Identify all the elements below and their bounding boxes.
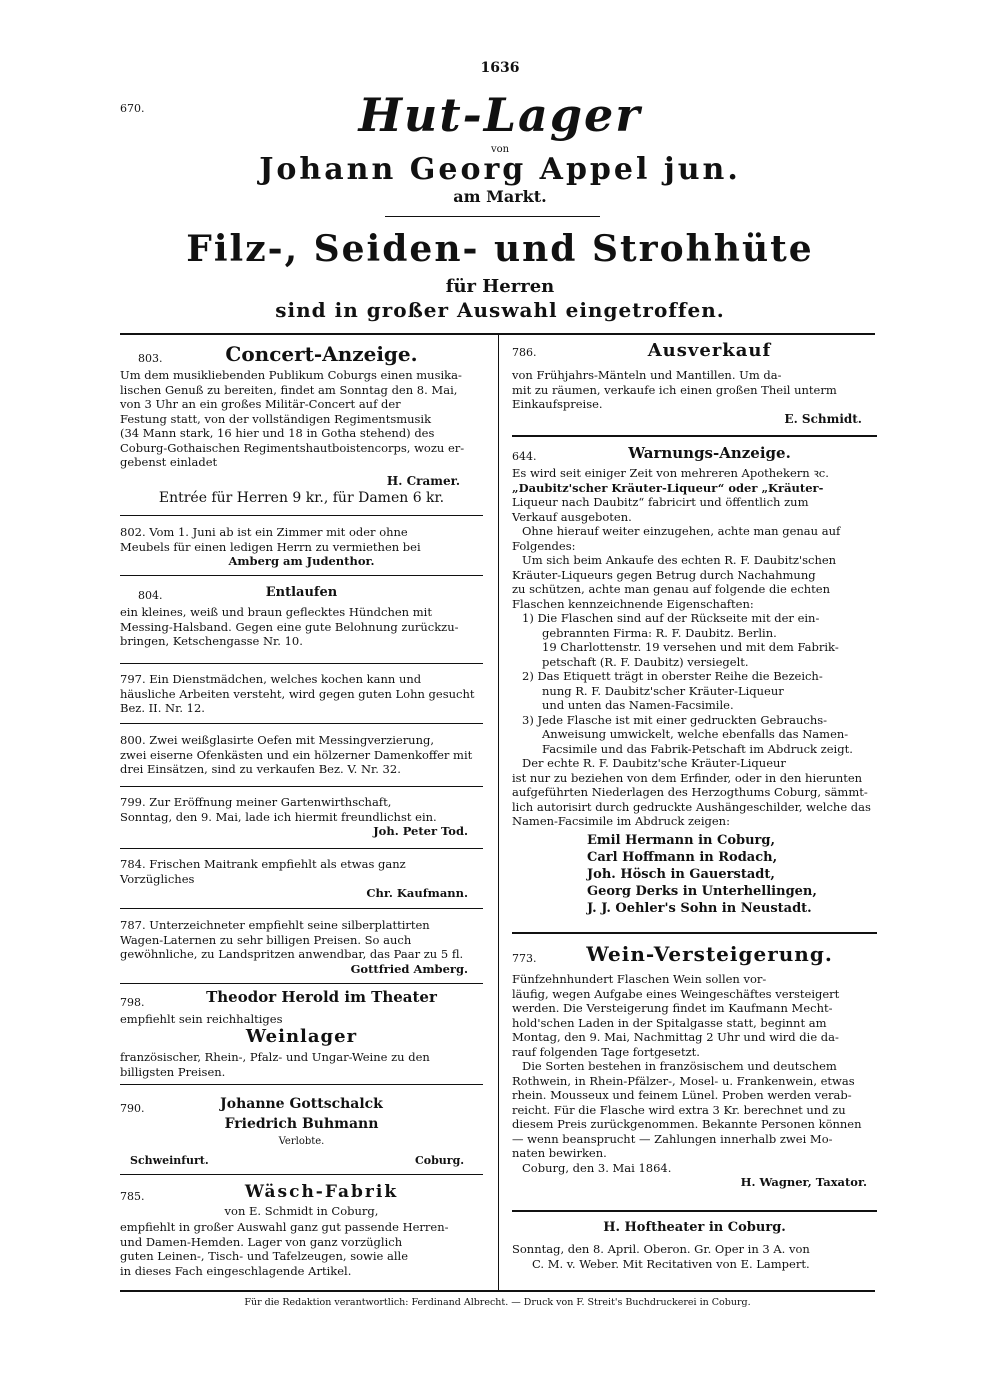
text-line: 1) Die Flaschen sind auf der Rückseite mit der ein- xyxy=(522,611,820,625)
ad-title: Ausverkauf xyxy=(647,340,772,361)
text-line: lischen Genuß zu bereiten, findet am Sonntag den 8. Mai, xyxy=(120,382,458,397)
text-line: mit zu räumen, verkaufe ich einen großen Theil unterm xyxy=(512,382,837,397)
depot-item: Emil Hermann in Coburg, xyxy=(587,833,776,848)
depot-item: Carl Hoffmann in Rodach, xyxy=(587,850,778,865)
ad-body xyxy=(120,1220,483,1278)
ad-body xyxy=(120,368,483,470)
text-line: nung R. F. Daubitz'scher Kräuter-Liqueur xyxy=(542,683,784,698)
text-line: Meubels für einen ledigen Herrn zu vermiethen bei xyxy=(120,539,421,554)
text-line: diesem Preis zurückgenommen. Bekannte Personen können xyxy=(512,1117,862,1131)
text-line: Bez. II. Nr. 12. xyxy=(120,701,205,715)
text-line: 3) Jede Flasche ist mit einer gedruckten Gebrauchs- xyxy=(522,712,828,727)
separator xyxy=(120,848,483,849)
ad-number: 670. xyxy=(120,102,145,115)
text-line: Sonntag, den 8. April. Oberon. Gr. Oper in 3 A. von xyxy=(512,1242,810,1256)
ad-body xyxy=(120,605,483,649)
text-line: französischer, Rhein-, Pfalz- und Ungar-Weine zu den xyxy=(120,1050,430,1064)
text-line: und Damen-Hemden. Lager von ganz vorzüglich xyxy=(120,1234,403,1249)
signature: Chr. Kaufmann. xyxy=(366,886,468,900)
text-line: rhein. Mousseux und feinem Lünel. Proben werden verab- xyxy=(512,1088,852,1102)
place-right: Coburg. xyxy=(415,1154,465,1167)
ad-body xyxy=(512,466,877,829)
header-divider xyxy=(385,216,600,217)
text-line: empfiehlt in großer Auswahl ganz gut passende Herren- xyxy=(120,1220,449,1234)
ad-body xyxy=(512,368,877,412)
separator xyxy=(120,908,483,909)
separator xyxy=(120,515,483,516)
text-line: rauf folgenden Tage fortgesetzt. xyxy=(512,1044,700,1059)
ad-number: 644. xyxy=(512,450,537,463)
date-line: Coburg, den 3. Mai 1864. xyxy=(522,1160,672,1175)
text-line: 800. Zwei weißglasirte Oefen mit Messingverzierung, xyxy=(120,733,435,747)
text-line: gebrannten Firma: R. F. Daubitz. Berlin. xyxy=(542,625,777,640)
ad-title: Entlaufen xyxy=(265,585,338,600)
depot-list xyxy=(587,832,877,917)
text-line: in dieses Fach eingeschlagende Artikel. xyxy=(120,1263,352,1278)
separator xyxy=(120,1174,483,1175)
ad-number: 785. xyxy=(120,1190,145,1203)
text-line: Der echte R. F. Daubitz'sche Kräuter-Liqueur xyxy=(522,756,786,770)
text-line: läufig, wegen Aufgabe eines Weingeschäftes versteigert xyxy=(512,986,840,1001)
signature: H. Cramer. xyxy=(386,474,460,488)
ad-intro: empfiehlt sein reichhaltiges xyxy=(120,1012,283,1026)
store-location: am Markt. xyxy=(453,187,547,206)
ad-title: Wein-Versteigerung. xyxy=(586,942,833,966)
separator xyxy=(120,786,483,787)
text-line: von 3 Uhr an ein großes Militär-Concert auf der xyxy=(120,397,401,411)
ad-body xyxy=(512,972,877,1190)
text-line: 799. Zur Eröffnung meiner Gartenwirthschaft, xyxy=(120,795,392,809)
von-label: von xyxy=(490,144,510,155)
text-line: „Daubitz'scher Kräuter-Liqueur“ oder „Kräuter- xyxy=(512,480,824,495)
text-line: Es wird seit einiger Zeit von mehreren Apothekern ꝛc. xyxy=(512,466,829,480)
text-line: 797. Ein Dienstmädchen, welches kochen kann und xyxy=(120,672,422,686)
text-line: Namen-Facsimile im Abdruck zeigen: xyxy=(512,814,730,828)
text-line: bringen, Ketschengasse Nr. 10. xyxy=(120,634,303,648)
text-line: Wagen-Laternen zu sehr billigen Preisen. So auch xyxy=(120,932,412,947)
ad-797 xyxy=(120,672,483,716)
products-heading: Filz-, Seiden- und Strohhüte xyxy=(186,228,814,270)
text-line: ein kleines, weiß und braun geflecktes Hündchen mit xyxy=(120,605,432,619)
text-line: drei Einsätzen, sind zu verkaufen Bez. V. Nr. 32. xyxy=(120,762,401,776)
ad-title: Theodor Herold im Theater xyxy=(206,988,437,1006)
signature: Joh. Peter Tod. xyxy=(373,824,468,838)
ad-787 xyxy=(120,918,483,976)
place-left: Schweinfurt. xyxy=(130,1154,209,1167)
column-divider xyxy=(498,335,499,1290)
text-line: Um dem musikliebenden Publikum Coburgs einen musika- xyxy=(120,368,462,382)
text-line: von Frühjahrs-Mänteln und Mantillen. Um da- xyxy=(512,368,782,382)
ad-784 xyxy=(120,857,483,901)
ad-number: 804. xyxy=(138,589,163,602)
signature: H. Wagner, Taxator. xyxy=(740,1175,867,1189)
text-line: guten Leinen-, Tisch- und Tafelzeugen, sowie alle xyxy=(120,1249,409,1263)
text-line: Montag, den 9. Mai, Nachmittag 2 Uhr und wird die da- xyxy=(512,1030,839,1044)
text-line: Messing-Halsband. Gegen eine gute Belohnung zurückzu- xyxy=(120,619,459,634)
text-line: Sonntag, den 9. Mai, lade ich hiermit freundlichst ein. xyxy=(120,809,437,824)
text-line: Liqueur nach Daubitz“ fabricirt und öffentlich zum xyxy=(512,495,809,509)
text-line: 784. Frischen Maitrank empfiehlt als etwas ganz xyxy=(120,857,406,871)
text-line: Folgendes: xyxy=(512,538,576,553)
ad-802 xyxy=(120,525,483,569)
separator xyxy=(120,983,483,984)
ad-body xyxy=(120,1050,483,1079)
separator xyxy=(512,932,877,934)
text-line: Die Sorten bestehen in französischem und deutschem xyxy=(522,1059,837,1073)
text-line: (34 Mann stark, 16 hier und 18 in Gotha stehend) des xyxy=(120,426,435,440)
ad-title: H. Hoftheater in Coburg. xyxy=(603,1220,786,1235)
text-line: 802. Vom 1. Juni ab ist ein Zimmer mit oder ohne xyxy=(120,525,408,539)
text-line: 2) Das Etiquett trägt in oberster Reihe die Bezeich- xyxy=(522,669,823,683)
engaged-note: Verlobte. xyxy=(278,1136,325,1147)
text-line: gewöhnliche, zu Landspritzen anwendbar, das Paar zu 5 fl. xyxy=(120,947,464,961)
text-line: petschaft (R. F. Daubitz) versiegelt. xyxy=(542,654,749,669)
imprint: Für die Redaktion verantwortlich: Ferdinand Albrecht. — Druck von F. Streit's Buchdruckerei in Coburg. xyxy=(244,1297,751,1308)
ad-number: 773. xyxy=(512,952,537,965)
ad-number: 790. xyxy=(120,1102,145,1115)
separator xyxy=(512,1210,877,1212)
text-line: Anweisung umwickelt, welche ebenfalls das Namen- xyxy=(542,727,849,741)
separator xyxy=(512,435,877,437)
text-line: lich autorisirt durch gedruckte Aushängeschilder, welche das xyxy=(512,799,871,814)
text-line: Ohne hierauf weiter einzugehen, achte man genau auf xyxy=(522,524,841,538)
text-line: billigsten Preisen. xyxy=(120,1064,226,1079)
text-line: und unten das Namen-Facsimile. xyxy=(542,698,734,712)
ad-number: 786. xyxy=(512,346,537,359)
ad-title: Wäsch-Fabrik xyxy=(244,1182,399,1202)
signature: Gottfried Amberg. xyxy=(350,961,468,976)
text-line: Coburg-Gothaischen Regimentshautboistencorps, wozu er- xyxy=(120,440,465,455)
text-line: werden. Die Versteigerung findet im Kaufmann Mecht- xyxy=(512,1001,833,1015)
text-line: naten bewirken. xyxy=(512,1146,607,1160)
text-line: Vorzügliches xyxy=(120,871,195,886)
ad-number: 798. xyxy=(120,996,145,1009)
text-line: Flaschen kennzeichnende Eigenschaften: xyxy=(512,596,754,611)
ad-800 xyxy=(120,733,483,777)
ad-title: Warnungs-Anzeige. xyxy=(628,444,791,462)
text-line: C. M. v. Weber. Mit Recitativen von E. Lampert. xyxy=(532,1256,810,1271)
text-line: zwei eiserne Ofenkästen und ein hölzerner Damenkoffer mit xyxy=(120,747,473,762)
text-line: gebenst einladet xyxy=(120,455,218,469)
text-line: 787. Unterzeichneter empfiehlt seine silberplattirten xyxy=(120,918,430,932)
depot-item: Joh. Hösch in Gauerstadt, xyxy=(587,867,775,882)
hat-store-title: Hut-Lager xyxy=(358,88,642,142)
text-line: — wenn beansprucht — Zahlungen innerhalb zwei Mo- xyxy=(512,1131,833,1146)
bottom-rule xyxy=(120,1290,875,1292)
ad-subtitle: von E. Schmidt in Coburg, xyxy=(224,1204,379,1218)
text-line: reicht. Für die Flasche wird extra 3 Kr. berechnet und zu xyxy=(512,1102,846,1117)
price-line: Entrée für Herren 9 kr., für Damen 6 kr. xyxy=(158,490,445,506)
text-line: Einkaufspreise. xyxy=(512,397,603,411)
separator xyxy=(120,723,483,724)
ad-number: 803. xyxy=(138,352,163,365)
text-line: Festung statt, von der vollständigen Regimentsmusik xyxy=(120,411,432,426)
separator xyxy=(120,663,483,664)
text-line: hold'schen Laden in der Spitalgasse statt, beginnt am xyxy=(512,1015,827,1030)
text-line: Facsimile und das Fabrik-Petschaft im Abdruck zeigt. xyxy=(542,741,853,756)
ad-title: Concert-Anzeige. xyxy=(225,342,418,366)
text-line: Kräuter-Liqueurs gegen Betrug durch Nachahmung xyxy=(512,567,816,582)
separator xyxy=(120,1084,483,1085)
text-line: zu schützen, achte man genau auf folgende die echten xyxy=(512,582,830,596)
text-line: Verkauf ausgeboten. xyxy=(512,509,632,524)
bride-name: Johanne Gottschalck xyxy=(220,1096,383,1112)
text-line: Um sich beim Ankaufe des echten R. F. Daubitz'schen xyxy=(522,553,837,567)
text-line: Rothwein, in Rhein-Pfälzer-, Mosel- u. Frankenwein, etwas xyxy=(512,1073,855,1088)
products-note: sind in großer Auswahl eingetroffen. xyxy=(275,298,725,322)
text-line: 19 Charlottenstr. 19 versehen und mit dem Fabrik- xyxy=(542,640,839,654)
depot-item: J. J. Oehler's Sohn in Neustadt. xyxy=(587,901,812,916)
ad-body xyxy=(512,1242,877,1271)
page-number: 1636 xyxy=(480,60,520,76)
text-line: aufgeführten Niederlagen des Herzogthums Coburg, sämmt- xyxy=(512,785,868,799)
ad-799 xyxy=(120,795,483,839)
text-line: ist nur zu beziehen von dem Erfinder, oder in den hierunten xyxy=(512,770,863,785)
signature: E. Schmidt. xyxy=(784,412,862,426)
owner-name: Johann Georg Appel jun. xyxy=(259,152,741,187)
groom-name: Friedrich Buhmann xyxy=(224,1116,379,1132)
products-for: für Herren xyxy=(445,276,555,297)
ad-highlight: Weinlager xyxy=(245,1026,358,1047)
separator xyxy=(120,575,483,576)
depot-item: Georg Derks in Unterhellingen, xyxy=(587,884,817,899)
text-line: Amberg am Judenthor. xyxy=(228,554,375,568)
text-line: häusliche Arbeiten versteht, wird gegen guten Lohn gesucht xyxy=(120,686,475,701)
text-line: Fünfzehnhundert Flaschen Wein sollen vor- xyxy=(512,972,767,986)
